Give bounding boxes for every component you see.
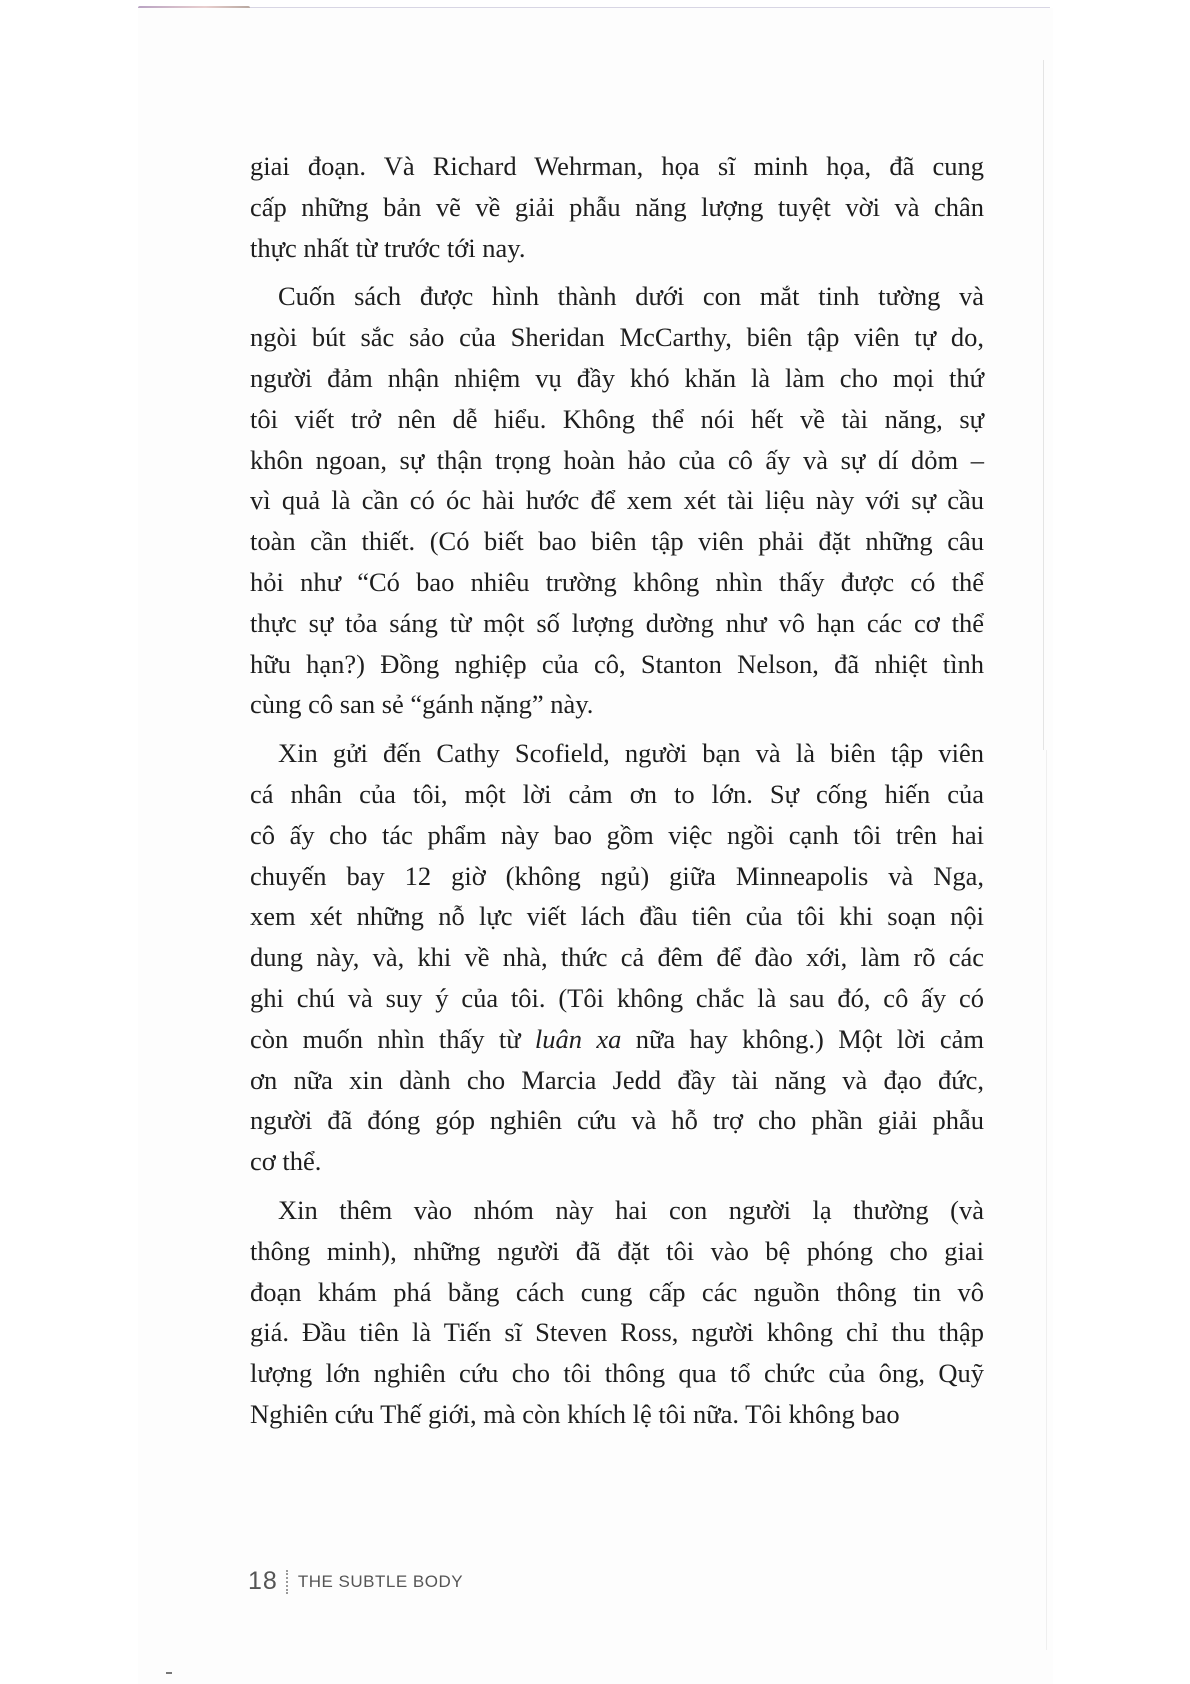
text-line: còn muốn nhìn thấy từ luân xa nữa hay không.) Một lời cảm [250, 1023, 985, 1054]
page-right-edge-lower [1046, 750, 1047, 1650]
text-line: thông minh), những người đã đặt tôi vào bệ phóng cho giai [250, 1235, 984, 1266]
text-line: đoạn khám phá bằng cách cung cấp các nguồn thông tin vô [250, 1276, 984, 1307]
scan-speck [166, 1672, 172, 1674]
page-number: 18 [248, 1567, 278, 1595]
text-line: vì quả là cần có óc hài hước để xem xét tài liệu này với sự cầu [250, 485, 984, 516]
text-line: hữu hạn?) Đồng nghiệp của cô, Stanton Nelson, đã nhiệt tình [250, 648, 984, 679]
body-text [250, 146, 984, 1435]
text-line: khôn ngoan, sự thận trọng hoàn hảo của cô ấy và sự dí dỏm – [250, 444, 984, 475]
text-line: cô ấy cho tác phẩm này bao gồm việc ngồi cạnh tôi trên hai [250, 819, 984, 850]
page-right-edge [1043, 60, 1044, 750]
text-line: Nghiên cứu Thế giới, mà còn khích lệ tôi nữa. Tôi không bao [250, 1398, 900, 1429]
running-title: THE SUBTLE BODY [297, 1571, 464, 1591]
text-line: cấp những bản vẽ về giải phẫu năng lượng tuyệt vời và chân [250, 191, 984, 222]
text-line: người đã đóng góp nghiên cứu và hỗ trợ cho phần giải phẫu [250, 1105, 984, 1136]
paragraph [250, 276, 984, 725]
text-line: cá nhân của tôi, một lời cảm ơn to lớn. Sự cống hiến của [250, 778, 984, 809]
italic-term: luân xa [534, 1023, 622, 1054]
text-line: thực sự tỏa sáng từ một số lượng dường như vô hạn các cơ thể [250, 607, 984, 638]
paragraph [250, 733, 984, 1182]
paragraph [250, 146, 984, 268]
text-line: Xin gửi đến Cathy Scofield, người bạn và là biên tập viên [278, 738, 984, 769]
text-line: giá. Đầu tiên là Tiến sĩ Steven Ross, người không chỉ thu thập [250, 1317, 984, 1348]
page-footer [248, 1567, 463, 1596]
text-line: dung này, và, khi về nhà, thức cả đêm để đào xới, làm rõ các [250, 942, 984, 973]
text-line: Cuốn sách được hình thành dưới con mắt tinh tường và [278, 281, 984, 312]
text-line: ngòi bút sắc sảo của Sheridan McCarthy, biên tập viên tự do, [250, 322, 984, 353]
text-line: toàn cần thiết. (Có biết bao biên tập viên phải đặt những câu [250, 526, 984, 557]
text-line: chuyến bay 12 giờ (không ngủ) giữa Minneapolis và Nga, [250, 860, 984, 891]
text-line: hỏi như “Có bao nhiêu trường không nhìn thấy được có thể [250, 566, 984, 597]
text-line: Xin thêm vào nhóm này hai con người lạ thường (và [278, 1194, 984, 1225]
text-line: ghi chú và suy ý của tôi. (Tôi không chắc là sau đó, cô ấy có [250, 982, 984, 1013]
text-line: người đảm nhận nhiệm vụ đầy khó khăn là làm cho mọi thứ [250, 362, 984, 393]
text-line: tôi viết trở nên dễ hiểu. Không thể nói hết về tài năng, sự [250, 403, 984, 434]
paragraph [250, 1190, 984, 1435]
text-line: xem xét những nỗ lực viết lách đầu tiên của tôi khi soạn nội [250, 901, 984, 932]
text-line: cơ thể. [250, 1146, 322, 1177]
text-line: ơn nữa xin dành cho Marcia Jedd đầy tài năng và đạo đức, [250, 1064, 984, 1095]
text-line: giai đoạn. Và Richard Wehrman, họa sĩ minh họa, đã cung [250, 151, 984, 181]
text-line: thực nhất từ trước tới nay. [250, 232, 526, 263]
footer-dotted-separator [286, 1570, 288, 1594]
text-line: cùng cô san sẻ “gánh nặng” này. [250, 689, 594, 720]
text-line: lượng lớn nghiên cứu cho tôi thông qua tổ chức của ông, Quỹ [250, 1358, 984, 1389]
